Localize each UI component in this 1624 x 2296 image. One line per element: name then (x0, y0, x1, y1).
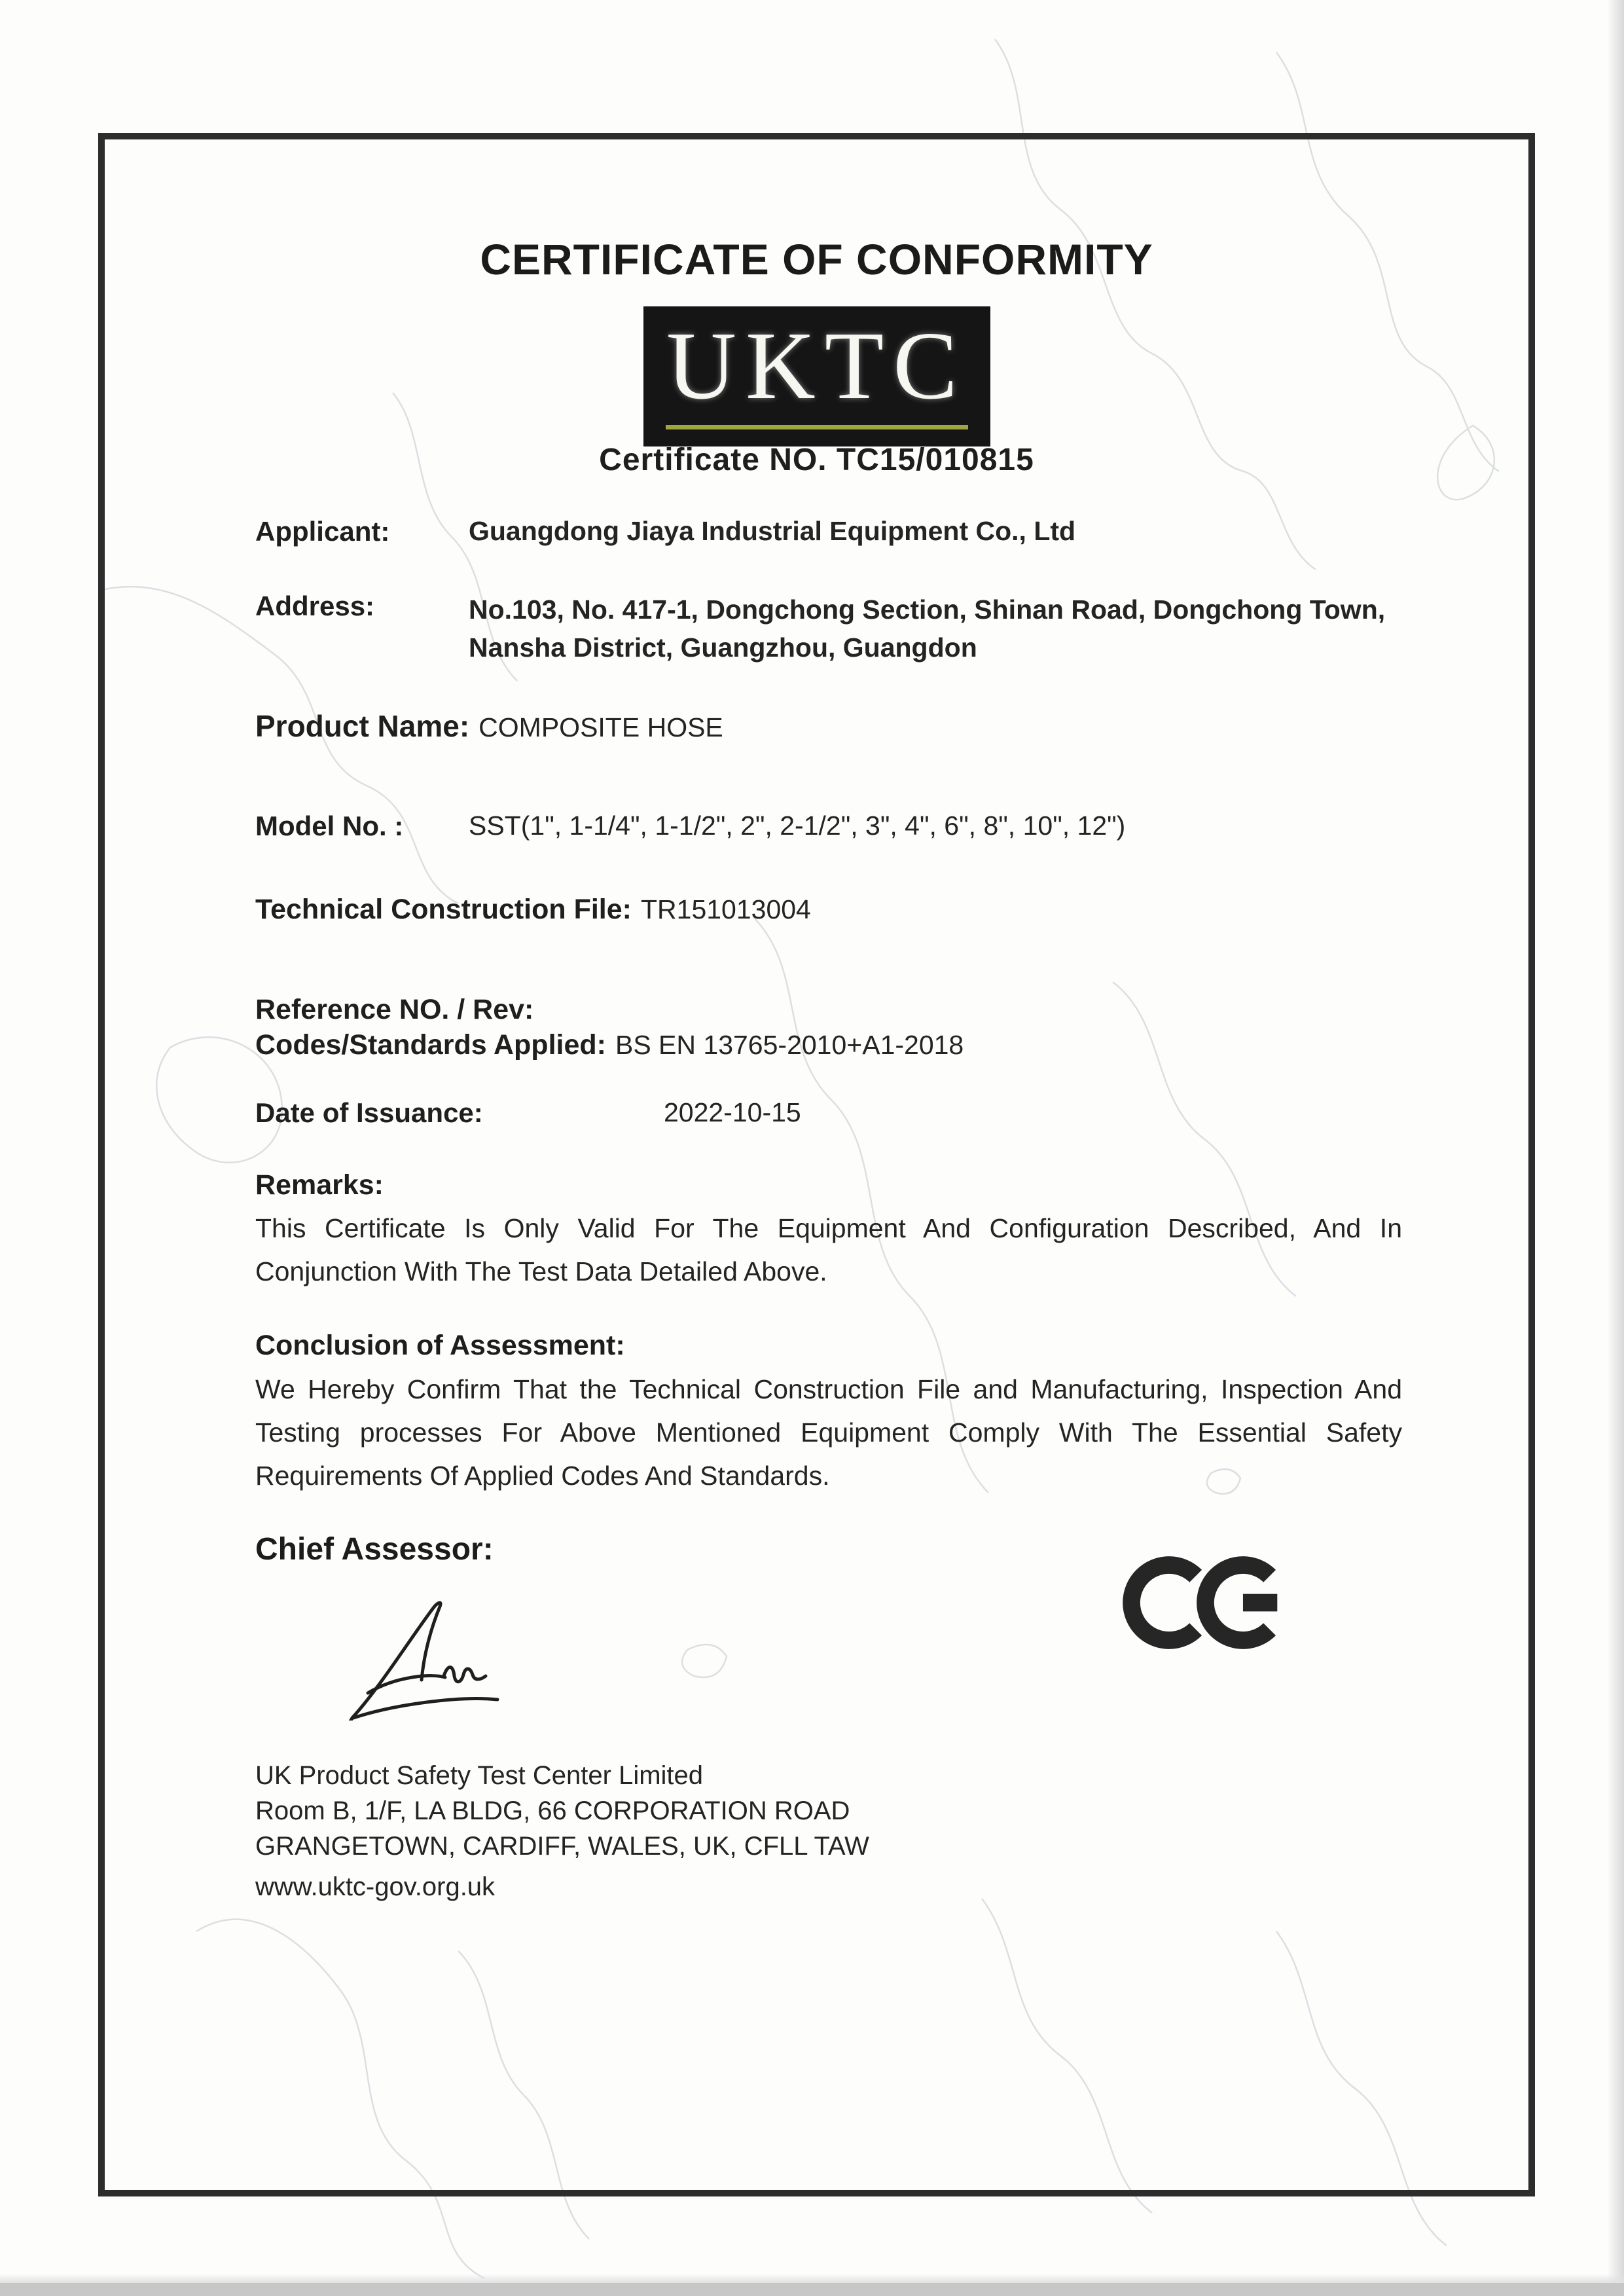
product-name-label: Product Name: (255, 709, 470, 743)
conclusion-body: We Hereby Confirm That the Technical Construction File and Manufacturing, Inspection And Testing processes For Above Mentioned Equipment Comply With The Essential Safety Requirements Of Applied Codes And Standards. (255, 1374, 1402, 1491)
uktc-logo (643, 306, 990, 446)
footer-website: www.uktc-gov.org.uk (255, 1872, 496, 1901)
certificate-number: Certificate NO. TC15/010815 (599, 443, 1034, 477)
product-name-value: COMPOSITE HOSE (478, 712, 723, 742)
page-edge-right (1607, 0, 1624, 2296)
footer-company: UK Product Safety Test Center Limited (255, 1761, 704, 1790)
model-no-label: Model No. : (255, 811, 404, 841)
page-edge-bottom (0, 2283, 1624, 2296)
page-title: CERTIFICATE OF CONFORMITY (480, 235, 1153, 283)
codes-standards-value: BS EN 13765-2010+A1-2018 (615, 1030, 964, 1060)
address-row (255, 591, 1437, 666)
date-of-issuance-label: Date of Issuance: (255, 1097, 483, 1128)
codes-standards-row (255, 1029, 964, 1061)
ce-mark-icon (1121, 1552, 1292, 1653)
reference-row (255, 994, 543, 1026)
address-value: No.103, No. 417-1, Dongchong Section, Shinan Road, Dongchong Town, Nansha District, Guangzhou, Guangdon (469, 594, 1386, 663)
page-edge-bottom-fade (0, 2274, 1624, 2283)
applicant-label: Applicant: (255, 516, 390, 547)
certificate-border (98, 133, 1535, 2196)
model-no-row (255, 811, 1125, 842)
footer-address-line1: Room B, 1/F, LA BLDG, 66 CORPORATION ROAD (255, 1796, 850, 1825)
remarks-body: This Certificate Is Only Valid For The Equipment And Configuration Described, And In Conjunction With The Test Data Detailed Above. (255, 1213, 1402, 1286)
reference-label: Reference NO. / Rev: (255, 994, 534, 1025)
footer-address-line2: GRANGETOWN, CARDIFF, WALES, UK, CFLL TAW (255, 1832, 869, 1861)
conclusion-heading: Conclusion of Assessment: (255, 1330, 625, 1361)
uktc-logo-text: UKTC (666, 312, 967, 420)
model-no-value: SST(1", 1-1/4", 1-1/2", 2", 2-1/2", 3", 4", 6", 8", 10", 12") (469, 811, 1126, 841)
date-of-issuance-row (255, 1097, 801, 1129)
remarks-heading: Remarks: (255, 1169, 384, 1201)
issuer-footer (255, 1758, 869, 1904)
chief-assessor-label: Chief Assessor: (255, 1532, 494, 1567)
logo-underline-icon (666, 425, 968, 429)
technical-construction-file-label: Technical Construction File: (255, 894, 632, 925)
date-of-issuance-value: 2022-10-15 (664, 1097, 801, 1127)
address-label: Address: (255, 591, 375, 621)
signature-icon (334, 1590, 530, 1721)
technical-construction-file-value: TR151013004 (640, 894, 811, 924)
product-name-row (255, 708, 723, 744)
applicant-value: Guangdong Jiaya Industrial Equipment Co., Ltd (469, 516, 1076, 546)
technical-construction-file-row (255, 894, 811, 926)
codes-standards-label: Codes/Standards Applied: (255, 1029, 606, 1061)
applicant-row (255, 516, 1075, 547)
